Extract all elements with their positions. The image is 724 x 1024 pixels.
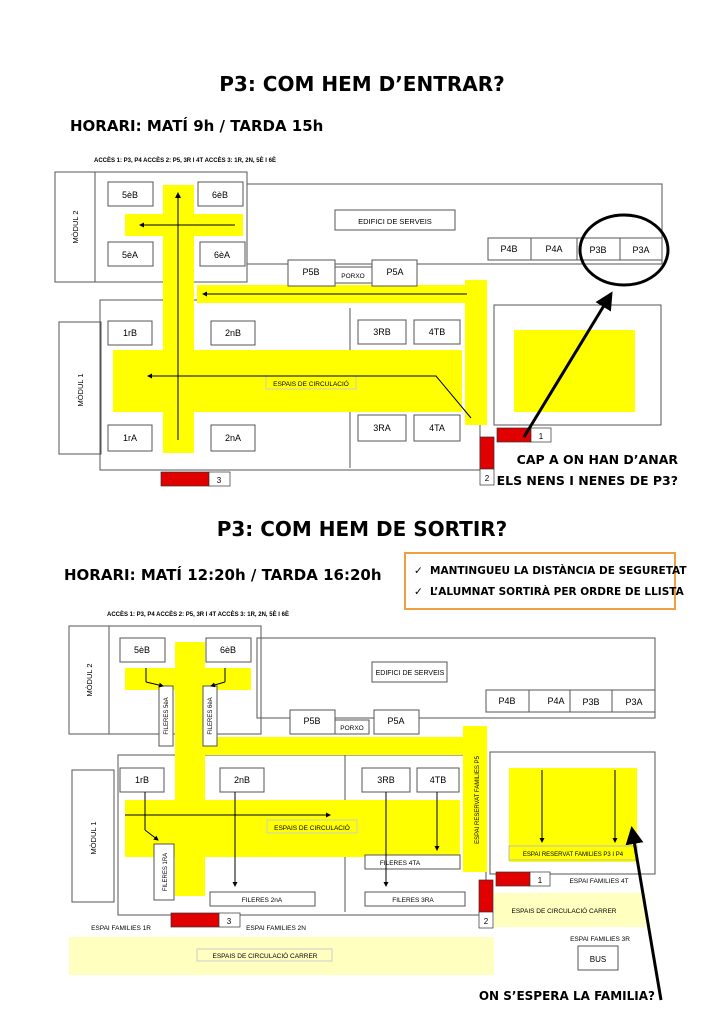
label-fileres-4TA: FILERES 4TA bbox=[379, 860, 421, 867]
exit-gate-1-marker bbox=[496, 872, 530, 886]
label-modul-2: MÒDUL 2 bbox=[71, 210, 80, 244]
exit-question: ON S’ESPERA LA FAMILIA? bbox=[478, 989, 655, 1003]
label-5eA: 5èA bbox=[121, 250, 139, 260]
label-reservat-p5: ESPAI RESERVAT FAMILIES P5 bbox=[475, 756, 481, 844]
label-families-1R: ESPAI FAMILIES 1R bbox=[91, 925, 151, 932]
exit-label-edifici-serveis: EDIFICI DE SERVEIS bbox=[375, 670, 445, 677]
exit-label-P5A: P5A bbox=[387, 716, 405, 726]
label-P5A: P5A bbox=[386, 267, 404, 277]
label-gate-1: 1 bbox=[538, 432, 544, 441]
exit-schedule: HORARI: MATÍ 12:20h / TARDA 16:20h bbox=[64, 566, 382, 584]
exit-title: P3: COM HEM DE SORTIR? bbox=[216, 517, 508, 541]
check-icon: ✓ bbox=[414, 586, 423, 598]
exit-label-espais-circulacio: ESPAIS DE CIRCULACIÓ bbox=[274, 825, 350, 832]
entry-schedule: HORARI: MATÍ 9h / TARDA 15h bbox=[70, 117, 324, 135]
label-P4A: P4A bbox=[545, 244, 563, 254]
exit-label-P4B: P4B bbox=[498, 696, 516, 706]
check-icon: ✓ bbox=[414, 565, 423, 577]
exit-label-1rB: 1rB bbox=[134, 775, 150, 785]
label-4TB: 4TB bbox=[428, 327, 446, 337]
exit-label-gate-1: 1 bbox=[537, 876, 543, 885]
label-gate-2: 2 bbox=[484, 474, 490, 483]
label-P4B: P4B bbox=[500, 244, 518, 254]
entry-access-legend: ACCÈS 1: P3, P4 ACCÈS 2: P5, 3R I 4T ACCÈS 3: 1R, 2N, 5È I 6È bbox=[94, 158, 276, 164]
label-P3A: P3A bbox=[632, 245, 650, 255]
exit-label-P5B: P5B bbox=[303, 716, 321, 726]
label-fileres-6eA: FILERES 6èA bbox=[208, 697, 214, 735]
exit-label-gate-3: 3 bbox=[226, 917, 232, 926]
exit-label-porxo: PORXO bbox=[340, 725, 364, 732]
label-families-2N: ESPAI FAMILIES 2N bbox=[246, 925, 306, 932]
exit-rule-1: ✓ MANTINGUEU LA DISTÀNCIA DE SEGURETAT bbox=[414, 565, 687, 577]
exit-label-4TB: 4TB bbox=[429, 775, 447, 785]
label-fileres-3RA: FILERES 3RA bbox=[392, 897, 434, 904]
label-families-3R: ESPAI FAMILIES 3R bbox=[570, 936, 630, 943]
exit-label-gate-2: 2 bbox=[483, 917, 489, 926]
exit-label-6eB: 6èB bbox=[219, 645, 237, 655]
label-edifici-serveis: EDIFICI DE SERVEIS bbox=[358, 217, 432, 226]
exit-label-2nB: 2nB bbox=[233, 775, 251, 785]
entry-question-line2: ELS NENS I NENES DE P3? bbox=[496, 473, 678, 488]
label-6eB: 6èB bbox=[211, 190, 229, 200]
exit-label-5eB: 5èB bbox=[133, 645, 151, 655]
label-P3B: P3B bbox=[589, 245, 607, 255]
label-3RA: 3RA bbox=[373, 423, 391, 433]
exit-gate-3-marker bbox=[171, 913, 219, 927]
label-fileres-1rA: FILERES 1RA bbox=[163, 852, 169, 892]
exit-label-P4A: P4A bbox=[547, 696, 565, 706]
label-families-4T: ESPAI FAMILIES 4T bbox=[569, 878, 629, 885]
label-circulacio-carrer-bottom: ESPAIS DE CIRCULACIÓ CARRER bbox=[212, 953, 318, 960]
label-espais-circulacio: ESPAIS DE CIRCULACIÓ bbox=[273, 381, 349, 388]
label-1rB: 1rB bbox=[122, 328, 138, 338]
exit-rule-2: ✓ L’ALUMNAT SORTIRÀ PER ORDRE DE LLISTA bbox=[414, 586, 684, 598]
label-1rA: 1rA bbox=[122, 433, 138, 443]
entry-question-line1: CAP A ON HAN D’ANAR bbox=[516, 452, 678, 467]
label-fileres-5eA: FILERES 5èA bbox=[164, 697, 170, 735]
exit-street-spaces bbox=[69, 893, 646, 975]
label-gate-3: 3 bbox=[216, 476, 222, 485]
label-P5B: P5B bbox=[302, 267, 320, 277]
label-3RB: 3RB bbox=[373, 327, 391, 337]
exit-label-P3B: P3B bbox=[582, 697, 600, 707]
label-porxo: PORXO bbox=[341, 273, 365, 280]
label-reservat-p3p4: ESPAI RESERVAT FAMILIES P3 I P4 bbox=[522, 852, 624, 858]
exit-label-modul-2: MÒDUL 2 bbox=[85, 663, 94, 697]
label-bus: BUS bbox=[589, 955, 607, 964]
label-2nA: 2nA bbox=[224, 433, 242, 443]
exit-gate-2-marker bbox=[479, 880, 493, 912]
label-6eA: 6èA bbox=[213, 250, 231, 260]
exit-label-P3A: P3A bbox=[625, 697, 643, 707]
exit-label-modul-1: MÒDUL 1 bbox=[89, 821, 98, 855]
exit-label-3RB: 3RB bbox=[377, 775, 395, 785]
label-circulacio-carrer-right: ESPAIS DE CIRCULACIÓ CARRER bbox=[511, 908, 617, 915]
label-4TA: 4TA bbox=[429, 423, 445, 433]
label-2nB: 2nB bbox=[224, 328, 242, 338]
label-modul-1: MÒDUL 1 bbox=[76, 373, 85, 407]
label-fileres-2nA: FILERES 2nA bbox=[241, 897, 283, 904]
label-5eB: 5èB bbox=[121, 190, 139, 200]
entry-title: P3: COM HEM D’ENTRAR? bbox=[219, 72, 505, 96]
exit-access-legend: ACCÈS 1: P3, P4 ACCÈS 2: P5, 3R I 4T ACCÈS 3: 1R, 2N, 5È I 6È bbox=[107, 612, 289, 618]
